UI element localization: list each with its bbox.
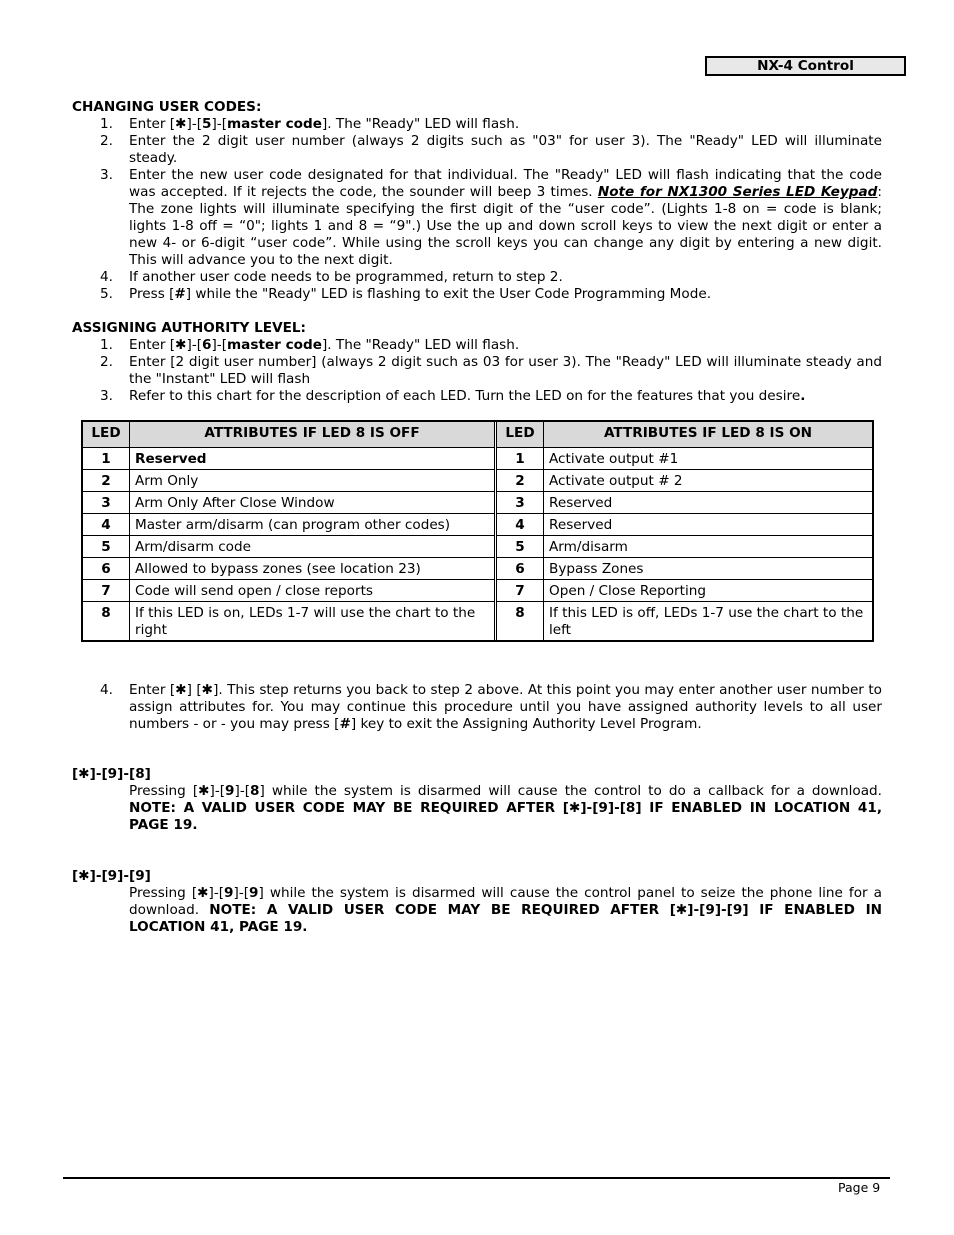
led-number: 4 xyxy=(497,514,544,536)
column-header: LED xyxy=(82,421,130,448)
table-row xyxy=(82,448,873,470)
led-number: 7 xyxy=(82,580,130,602)
attribute-on: Open / Close Reporting xyxy=(544,580,874,602)
step-text: Enter [2 digit user number] (always 2 digit such as 03 for user 3). The "Ready" LED will illuminate steady and the "Instant" LED will flash xyxy=(129,354,882,387)
attribute-on: Activate output #1 xyxy=(544,448,874,470)
star-key: ✱ xyxy=(175,337,187,353)
star-key: ✱ xyxy=(175,682,187,698)
key-digit: 5 xyxy=(202,116,212,132)
attribute-off: Master arm/disarm (can program other codes) xyxy=(130,514,495,536)
led-number: 6 xyxy=(497,558,544,580)
step-text: ]-[ xyxy=(186,116,203,132)
led-number: 6 xyxy=(82,558,130,580)
step-number: 1. xyxy=(100,116,113,132)
table-row xyxy=(82,492,873,514)
step-number: 2. xyxy=(100,133,113,149)
led-number: 7 xyxy=(497,580,544,602)
section-title-seize-line-command: [✱]-[9]-[9] xyxy=(72,868,151,884)
step-text: ]. This step returns you back to step 2 above. At this point you may enter another user number to assign attributes for. You may continue this procedure until you have assigned authority levels to all user numbers - or - you may press [ xyxy=(129,682,882,732)
seize-line-note: NOTE: A VALID USER CODE MAY BE REQUIRED AFTER [✱]-[9]-[9] IF ENABLED IN LOCATION 41, PAGE 19. xyxy=(129,902,883,935)
table-row xyxy=(82,602,873,642)
authority-level-table xyxy=(81,420,874,642)
attribute-on: Activate output # 2 xyxy=(544,470,874,492)
step-text: ] [ xyxy=(186,682,202,698)
led-number: 2 xyxy=(82,470,130,492)
led-number: 1 xyxy=(497,448,544,470)
star-key: ✱ xyxy=(201,682,214,698)
step-number: 3. xyxy=(100,388,113,404)
callback-note: NOTE: A VALID USER CODE MAY BE REQUIRED AFTER [✱]-[9]-[8] IF ENABLED IN LOCATION 41, PAGE 19. xyxy=(129,800,882,833)
led-number: 4 xyxy=(82,514,130,536)
step-text: Enter [ xyxy=(129,116,176,132)
step-text: . xyxy=(800,388,806,404)
para-text: ]-[ xyxy=(209,783,226,799)
attribute-on: Arm/disarm xyxy=(544,536,874,558)
table-row xyxy=(82,558,873,580)
key-digit: 8 xyxy=(250,783,260,799)
para-text: Pressing [ xyxy=(129,885,198,901)
list-item xyxy=(72,133,882,167)
attribute-on: Reserved xyxy=(544,514,874,536)
step-text: If another user code needs to be programmed, return to step 2. xyxy=(129,269,563,285)
table-row xyxy=(82,470,873,492)
step-text: : The zone lights will illuminate specifying the first digit of the “user code”. (Lights 1-8 on = code is blank; lights 1-8 off = “0"; lights 1 and 8 = “9".) Use the up and down scroll keys to view the next digit or enter a new 4- or 6-digit “user code”. While using the scroll keys you can change any digit by entering a new digit. This will advance you to the next digit. xyxy=(129,184,882,268)
table-row xyxy=(82,580,873,602)
key-digit: 9 xyxy=(249,885,259,901)
table-row xyxy=(82,536,873,558)
para-text: ] while the system is disarmed will cause the control panel to seize the phone line for a download. xyxy=(129,885,882,918)
para-text: ]-[ xyxy=(208,885,225,901)
attribute-on: If this LED is off, LEDs 1-7 use the chart to the left xyxy=(544,602,874,642)
key-digit: # xyxy=(339,716,351,732)
attribute-on: Reserved xyxy=(544,492,874,514)
step-text: ]. The "Ready" LED will flash. xyxy=(321,337,520,353)
step-text: Refer to this chart for the description of each LED. Turn the LED on for the features that you desire xyxy=(129,388,801,404)
seize-line-command-description xyxy=(72,885,882,936)
para-text: Pressing [ xyxy=(129,783,199,799)
list-item xyxy=(72,286,882,303)
key-digit: 9 xyxy=(224,885,234,901)
keypad-note-label: Note for NX1300 Series LED Keypad xyxy=(597,184,878,200)
para-text: ]-[ xyxy=(234,783,251,799)
column-header: LED xyxy=(497,421,544,448)
led-number: 8 xyxy=(82,602,130,642)
star-key: ✱ xyxy=(175,116,187,132)
step-text: Enter [ xyxy=(129,682,176,698)
changing-steps-list xyxy=(72,116,882,303)
step-text: Press [ xyxy=(129,286,175,302)
page-number: Page 9 xyxy=(838,1180,881,1195)
key-digit: # xyxy=(174,286,186,302)
list-item xyxy=(72,116,882,133)
para-text: ] while the system is disarmed will cause the control to do a callback for a download. xyxy=(259,783,882,799)
list-item xyxy=(72,354,882,388)
list-item xyxy=(72,269,882,286)
section-title-changing-user-codes: CHANGING USER CODES: xyxy=(72,99,262,115)
master-code-label: master code xyxy=(227,337,322,353)
assigning-steps-list xyxy=(72,337,882,405)
para-text: ]-[ xyxy=(233,885,250,901)
led-number: 5 xyxy=(497,536,544,558)
table-header-row xyxy=(82,421,873,448)
master-code-label: master code xyxy=(227,116,322,132)
step-text: ]. The "Ready" LED will flash. xyxy=(321,116,520,132)
step-number: 3. xyxy=(100,167,113,183)
step-text: ]-[ xyxy=(211,116,228,132)
step-text: Enter the new user code designated for that individual. The "Ready" LED will flash indicating that the code was accepted. If it rejects the code, the sounder will beep 3 times. xyxy=(129,167,882,200)
star-key: ✱ xyxy=(197,885,209,901)
attribute-off: Reserved xyxy=(130,448,495,470)
attribute-off: Arm/disarm code xyxy=(130,536,495,558)
led-number: 2 xyxy=(497,470,544,492)
led-number: 8 xyxy=(497,602,544,642)
document-header-title: NX-4 Control xyxy=(705,56,906,76)
attribute-off: Arm Only xyxy=(130,470,495,492)
key-digit: 6 xyxy=(202,337,212,353)
step-text: Enter the 2 digit user number (always 2 digits such as "03" for user 3). The "Ready" LED will illuminate steady. xyxy=(129,133,882,166)
list-item xyxy=(72,167,882,269)
step-number: 4. xyxy=(100,682,113,698)
step-number: 5. xyxy=(100,286,113,302)
led-number: 5 xyxy=(82,536,130,558)
column-header: ATTRIBUTES IF LED 8 IS OFF xyxy=(130,421,495,448)
list-item xyxy=(72,337,882,354)
attribute-on: Bypass Zones xyxy=(544,558,874,580)
attribute-off: Code will send open / close reports xyxy=(130,580,495,602)
led-number: 3 xyxy=(82,492,130,514)
step-text: Enter [ xyxy=(129,337,176,353)
list-item xyxy=(72,388,882,405)
column-header: ATTRIBUTES IF LED 8 IS ON xyxy=(544,421,874,448)
key-digit: 9 xyxy=(225,783,235,799)
callback-command-description xyxy=(72,783,882,834)
footer-divider xyxy=(63,1177,890,1179)
step-number: 1. xyxy=(100,337,113,353)
led-number: 3 xyxy=(497,492,544,514)
step-text: ] while the "Ready" LED is flashing to exit the User Code Programming Mode. xyxy=(185,286,712,302)
star-key: ✱ xyxy=(198,783,210,799)
step-text: ]-[ xyxy=(211,337,228,353)
step-number: 2. xyxy=(100,354,113,370)
step-number: 4. xyxy=(100,269,113,285)
section-title-assigning-authority: ASSIGNING AUTHORITY LEVEL: xyxy=(72,320,306,336)
attribute-off: Allowed to bypass zones (see location 23) xyxy=(130,558,495,580)
step-text: ] key to exit the Assigning Authority Level Program. xyxy=(350,716,702,732)
list-item xyxy=(72,682,882,733)
led-number: 1 xyxy=(82,448,130,470)
attribute-off: If this LED is on, LEDs 1-7 will use the chart to the right xyxy=(130,602,495,642)
table-row xyxy=(82,514,873,536)
section-title-callback-command: [✱]-[9]-[8] xyxy=(72,766,151,782)
assigning-steps-list-continued xyxy=(72,682,882,733)
attribute-off: Arm Only After Close Window xyxy=(130,492,495,514)
step-text: ]-[ xyxy=(186,337,203,353)
